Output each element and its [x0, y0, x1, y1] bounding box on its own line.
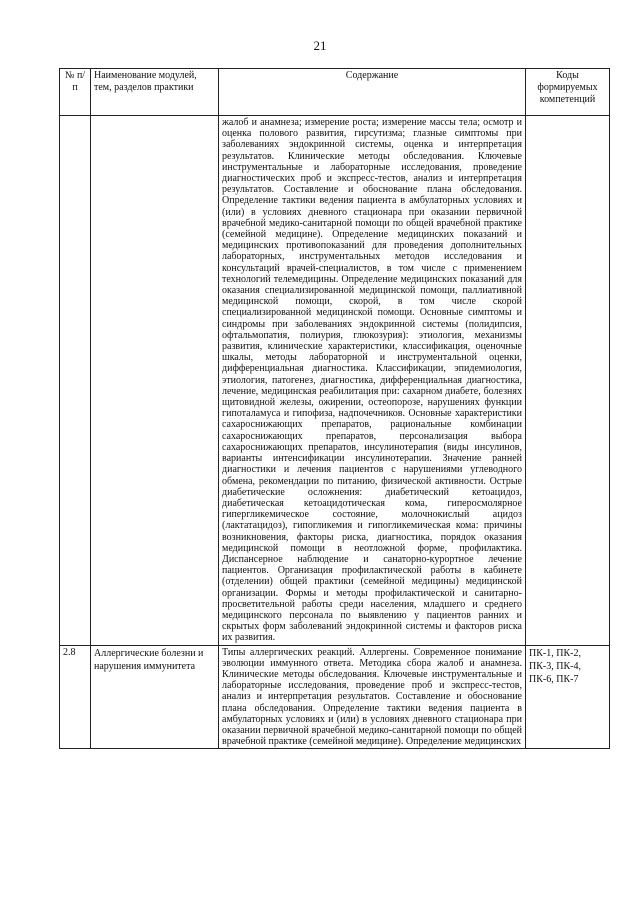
header-content: Содержание — [219, 69, 526, 116]
page-number: 21 — [313, 38, 327, 53]
table-row — [60, 116, 610, 646]
row-content: Типы аллергических реакций. Аллергены. Современное понимание эволюции иммунного ответа. Методика сбора жалоб и анамнеза. Клинические методы обследования. Ключевые инструментальные и лабораторные исследования, проведение проб и экспресс-тестов, анализ и интерпретация результатов. Составление и обоснование плана обследования. Определение тактики ведения пациента в амбулаторных условиях и (или) в условиях дневного стационара при оказании первичной врачебной медико-санитарной помощи по общей врачебной практике (семейной медицине). Определение медицинских — [219, 645, 526, 749]
row-module-name — [91, 116, 219, 646]
row-content: жалоб и анамнеза; измерение роста; измерение массы тела; осмотр и оценка полового развития, гирсутизма; глазные симптомы при заболеваниях эндокринной системы, оценка и интерпретация результатов. Клинические методы обследования. Ключевые инструментальные и лабораторные исследования, проведение диагностических проб и экспресс-тестов, анализ и интерпретация результатов. Составление и обоснование плана обследования. Определение тактики ведения пациента в амбулаторных условиях и (или) в условиях дневного стационара при оказании первичной врачебной медико-санитарной помощи по общей врачебной практике (семейной медицине). Определение медицинских показаний и медицинских противопоказаний для проведения дополнительных лабораторных, инструментальных методов исследования и консультаций врачей-специалистов, в том числе с применением технологий телемедицины. Определение медицинских показаний для оказания специализированной медицинской помощи, паллиативной медицинской помощи, скорой, в том числе скорой специализированной медицинской помощи. Основные симптомы и синдромы при заболеваниях эндокринной системы (полидипсия, офтальмопатия, полиурия, глюкозурия): этиология, механизмы развития, клинические характеристики, классификация, оценочные шкалы, методы лабораторной и инструментальной оценки, дифференциальная диагностика. Классификации, эпидемиология, этиология, патогенез, диагностика, дифференциальная диагностика, лечение, медицинская реабилитация при: сахарном диабете, болезнях щитовидной железы, ожирении, остеопорозе, нарушениях функции гипоталамуса и гипофиза, надпочечников. Основные характеристики сахароснижающих препаратов, рациональные комбинации сахароснижающих препаратов, персонализация выбора сахароснижающих препаратов, инсулинотерапия (виды инсулинов, варианты интенсификации инсулинотерапии. Значение ранней диагностики и лечения пациентов с нарушениями углеводного обмена, рекомендации по питанию, физической активности. Острые диабетические осложнения: диабетический кетоацидоз, диабетическая кетоацидотическая кома, гиперосмолярное гипергликемическое состояние, молочнокислый ацидоз (лактатацидоз), гипогликемия и гипогликемическая кома: причины возникновения, факторы риска, диагностика, порядок оказания медицинской помощи в неотложной форме, профилактика. Диспансерное наблюдение и санаторно-курортное лечение пациентов. Организация профилактической работы в кабинете (отделении) общей практики (семейной медицины) медицинской организации. Формы и методы профилактической и санитарно-просветительной работы среди населения, младшего и среднего медицинского персонала по выявлению у пациентов ранних и скрытых форм заболеваний эндокринной системы и факторов риска их развития. — [219, 116, 526, 646]
header-number: № п/п — [60, 69, 91, 116]
header-competence-codes: Коды формируемых компетенций — [526, 69, 610, 116]
row-competence-codes — [526, 116, 610, 646]
row-number — [60, 116, 91, 646]
table-header-row — [60, 69, 610, 116]
header-module-name: Наименование модулей, тем, разделов практики — [91, 69, 219, 116]
curriculum-table — [59, 68, 610, 749]
row-competence-codes: ПК-1, ПК-2, ПК-3, ПК-4, ПК-6, ПК-7 — [526, 645, 610, 749]
table-row — [60, 645, 610, 749]
row-number: 2.8 — [60, 645, 91, 749]
row-module-name: Аллергические болезни и нарушения иммунитета — [91, 645, 219, 749]
